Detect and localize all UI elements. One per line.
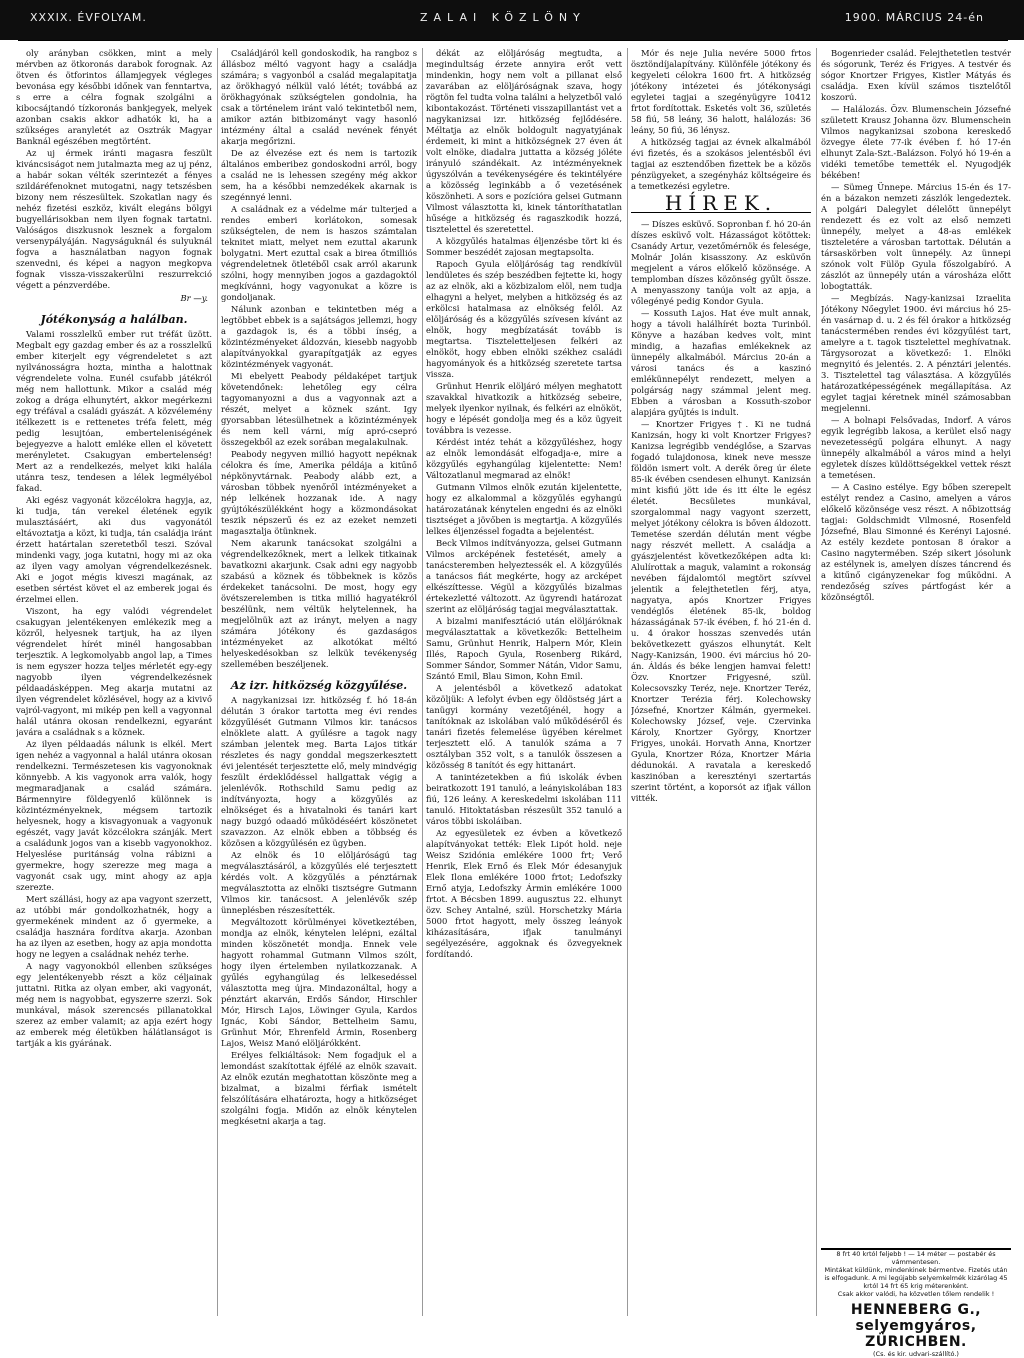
news-item: — Halálozás. Özv. Blumenschein Józsefné született Krausz Johanna özv. Blumenschein Vilmos nagykanizsai szobona kereskedő özvegye élete 77-ik évében f. hó 17-én elhunyt Zala-Szt.-Balázson. Folyó hó 19-én a vidéki temetőbe temették el. Nyugodjék békében! bbox=[821, 104, 1011, 180]
ad-supplier-note: (Cs. és kir. udvari-szállító.) bbox=[873, 1350, 959, 1358]
column-divider bbox=[816, 48, 817, 1316]
article-paragraph: Mert szállási, hogy az apa vagyont szerzett, az utóbbi már gondolkozhatnék, hogy a gyermekének mindent az ő gyermeke, a családja hasznára fordítva akarja. Azonban ha az ilyen az esetben, hogy az apja mondotta hogy ne legyen a családnak nehéz terhe. bbox=[16, 894, 212, 959]
news-item: Bogenrieder család. Felejthetetlen testvér és sógorunk, Teréz és Frigyes. A testvér és sógor Knortzer Frigyes, Kistler Mátyás és családja. Exen kívül számos tisztelőtől koszorú. bbox=[821, 48, 1011, 102]
article-paragraph: A közgyűlés hatalmas éljenzésbe tört ki és Sommer beszédét zajosan megtapsolta. bbox=[426, 236, 622, 257]
news-item: — Díszes esküvő. Sopronban f. hó 20-án díszes esküvő volt. Házasságot kötöttek: Csanády Artur, vezetőmérnök és felesége, Molnár Jolán kisasszony. Az esküvőn megjelent a város előkelő közönsége. A templomban díszes közönség gyűlt össze. A menyasszony tanúja volt az apja, a vőlegényé pedig Kondor Gyula. bbox=[631, 219, 811, 306]
column-4 bbox=[631, 48, 811, 1316]
article-paragraph: Mi ebelyett Peabody példaképet tartjuk követendőnek: lehetőleg egy célra tagyomanyozni a dus a vagyonnak azt a részét, melyet a köznek szánt. Igy gyorsabban létesülhetnek a közintézmények és nem kell várni, míg apró-csepró összegekből az ezek sorában megalakulnak. bbox=[221, 371, 417, 447]
article-heading: Az izr. hitközség közgyűlése. bbox=[230, 679, 408, 692]
section-heading-hirek: HÍREK. bbox=[631, 198, 811, 213]
article-paragraph: A bizalmi manifesztáció után elöljáróknak megválasztattak a következők: Bettelheim Samu, Grünhut Henrik, Halpern Mór, Klein Illés, Rapoch Gyula, Rosenberg Rikárd, Sommer Sándor, Sommer Nátán, Vidor Samu, Szántó Emil, Blau Simon, Kohn Emil. bbox=[426, 616, 622, 681]
article-paragraph: Grünhut Henrik elöljáró mélyen meghatott szavakkal hivatkozik a hitközség sebeire, melyek ilyenkor nyilnak, és felkéri az elnököt, hogy e lépését gondolja meg és a köz ügyeit továbbra is vezesse. bbox=[426, 381, 622, 435]
article-paragraph: Az uj érmek iránti magasra feszült kiváncsiságot nem jutalmazta meg az uj pénz, a habár sokan vélték szerintezét a fényes szildáréfenoknet mutogatni, nagy tetszésben bizony nem részesültek. Szokatlan nagy és nehéz fizetési eszköz, kivált elegáns bölgyi bugyellárisokban nem ilyen fognak tartatni. Valóságos diszkusnok lesznek a forgalom versenypályáján. Nagyságuknál és sulyuknál fogva a használatban nagyon fognak szenvedni, és képei a nagyon megkopva fognak vissza-visszakerülni reszurrekció végett a pénzverdébe. bbox=[16, 148, 212, 290]
article-paragraph: Valami rosszlelkű ember rut tréfát üzött. Megbalt egy gazdag ember és az a rosszlelkű ember kiterjelt egy végrendeletet s azt nyilvánosságra hozta, mintha a halottnak végrendelete volna. Eunél csufabb játékról még nem hallottunk. Mikor a család még zokog a drága elhunytért, akkor megérkezni egy tréfával a családi gyászát. A közvélemény itélkezett is e rettenetes tréfa felett, még pedig lesujtóan, emberteleniségének bejegyezve a halott emléke ellen el követett merényletet. Csakugyan embertelenség! Mert az a rendelkezés, melyet kiki halála utánra tesz, tendesen a lélek legmélyébol fakad. bbox=[16, 329, 212, 493]
article-paragraph: A nagy vagyonokból ellenben szükséges egy jelentékenyebb részt a köz céljainak juttatni. Ritka az olyan ember, aki vagyonát, még nem is nagyobbat, egyszerre szerzi. Sok munkával, mások szerencsés pillanatokkal szerez az ember valamit; az apja ezért hogy az emberek még életükben hálátlanságot is tartják a kis gyárának. bbox=[16, 961, 212, 1048]
article-paragraph: Peabody negyven millió hagyott nepéknak célokra és íme, Amerika példája a kitűnő népkönyvtárnak. Peabody alább ezt, a városban többek nyenőről intézményeket a nép lelkének hozzanak ide. A nagy gyújtókészülékként hogy a közmondásokat teszik népszerű és ez az ezeket nemzeti magasztalja ötünknek. bbox=[221, 449, 417, 536]
ad-brand-name: HENNEBERG G., selyemgyáros, ZÜRICHBEN. bbox=[850, 1302, 982, 1350]
article-paragraph: Nem akarunk tanácsokat szolgálni a végrendelkezőknek, mert a lelkek titkainak bavatkozni akarjunk. Csak adni egy nagyobb szabású a köznek és többeknek is közös érdekeket tanácsolni. De most, hogy egy övétszerelemben is titka millió hagyatékról beszélünk, nem véltük helytelennek, ha megjelölnük azt az irányt, melyen a nagy számára jótékony és gazdaságos intézményeket az alkotókat méltó helyeskedésokban sz lelkük tevékenység szellemében beszéljenek. bbox=[221, 538, 417, 669]
article-paragraph: Aki egész vagyonát közcélokra hagyja, az, ki tudja, tán verekel életének egyik mulasztásáért, aki dus vagyonától eltávoztatja a közt, ki tudja, tán családja iránt érzett határtalan szeretetből teszi. Szóval mindenki vagy, joga kutatni, hogy mi az oka az ilyen vagy amolyan végrendelkezésnek. Aki e jogot mégis kiveszi magának, az esetben sértést követ el az emberek jogai és érzelmei ellen. bbox=[16, 495, 212, 604]
ad-sample-line: Mintákat küldünk, mindenkinek bérmentve. Fizetés után is elfogadunk. A mi legújabb selyemkelmék kizárólag 45 krtól 14 frt 65 krig méterenként. bbox=[824, 1266, 1008, 1290]
article-paragraph: Beck Vilmos indítványozza, gelsei Gutmann Vilmos arcképének festetését, amely a tanácsteremben helyeztessék el. A közgyűlés a tanácsos fiát megkérte, hogy az arcképet elkészíttesse. Végül a közgyűlés bizalmas értekezletté változott. Az ügyrendi határozat szerint az elöljáróság tagjai megválasztattak. bbox=[426, 538, 622, 614]
article-paragraph: A nagykanizsai izr. hitközség f. hó 18-án délután 3 órakor tartotta meg évi rendes közgyűlését Gutmann Vilmos kir. tanácsos elnöklete alatt. A gyűlésre a tagok nagy számban jelentek meg. Barta Lajos titkár részletes és nagy gonddal megszerkesztett évi jelentését terjesztette elő, mely mindvégig feszült érdeklődéssel hallgattak végig a jelenlévők. Rothschild Samu pedig az indítványozta, hogy a közgyűlés az elnökséget és a hivatalnoki és tanári kart nagy buzgó odaadó működéséért köszönetet szavazzon. Az elnök ebben a többség és közösen a közgyűlésén ez ügyben. bbox=[221, 695, 417, 848]
article-paragraph: A családnak ez a védelme már tulterjed a rendes emberi korlátokon, somesak szükségtelen, de nem is haszos számtalan teknitet miatt, melyet nem ezuttal akarunk bolygatni. Mert ezuttal csak a birea őtmilliós végrendeletnek ötletéből csak arról akarunk szólni, hogy mennyiben jogos a gazdagoktól megkívánni, hogy vagyonukat a közre is gondoljanak. bbox=[221, 204, 417, 302]
column-divider bbox=[422, 48, 423, 1316]
news-item: — Megbízás. Nagy-kanizsai Izraelita Jótékony Nőegylet 1900. évi március hó 25-én vasárnap d. u. 2 és fél órakor a hitközség tanácstermében rendes évi közgyűlést tart, amelyre a t. tagok tisztelettel meghívatnak. Tárgysorozat a következő: 1. Elnöki megnyitó és jelentés. 2. A pénztári jelentés. 3. Tisztelettel tag választása. A közgyűlés határozatképességének megállapítása. Az egylet tagjai kéretnek minél számosabban megjelenni. bbox=[821, 293, 1011, 413]
article-paragraph: De az élvezése ezt és nem is tartozik általános emberibez gondoskodni arról, bogy a család ne is lehessen szegény még akkor sem, ha a későbbi nemzedékek akarnak is szegénnyé lenni. bbox=[221, 148, 417, 202]
column-divider bbox=[217, 48, 218, 1316]
article-paragraph: Nálunk azonban e tekintetben még a legtöbbet ebbek is a sajátságos jellemzi, hogy a gazdagok is, és a többi ínség, a közintézményeket áldozván, kiesebb nagyobb alapítványokkal gyarapítgatják az egyes közintézmények vagyonát. bbox=[221, 304, 417, 369]
ad-price-line: 8 frt 40 krtól feljebb ! — 14 méter — postabér és vámmentesen. bbox=[836, 1250, 996, 1266]
article-heading: Jótékonyság a halálban. bbox=[40, 313, 188, 326]
column-2 bbox=[221, 48, 417, 1316]
advertisement-box bbox=[821, 1248, 1011, 1358]
article-paragraph: Viszont, ha egy valódi végrendelet csakugyan jelentékenyen emlékezik meg a közről, helyesnek tartjuk, ha az ilyen végrendelet hírét minél hangosabban terjesztik. A legkomolyabb angol lap, a Times is nem egyszer hozza teljes mérletét egy-egy nagyobb ilyen végrendelkezésnek példaadásképpen. Meg akarja mutatni az ilyen végrendelet közlésével, hogy az a kivivő vajról-vagyont, mi mikép pen kell a vagyonnal halál utánra okosan rendelkezni, egyaránt javára a családnak s a köznek. bbox=[16, 606, 212, 737]
article-paragraph: A tanintézetekben a fiú iskolák évben beiratkozott 191 tanuló, a leányiskolában 183 fiú, 126 leány. A kereskedelmi iskolában 111 tanuló. Hitoktatásban részesült 352 tanuló a város többi iskoláiban. bbox=[426, 772, 622, 826]
article-paragraph: Az egyesületek ez évben a következő alapítványokat tették: Elek Lipót hold. neje Weisz Szidónia emlékére 1000 frt; Verő Henrik, Elek Ernő és Elek Mór édesanyjuk Elek Ilona emlékére 1000 frtot; Ledofszky Ernő atyja, Ledofszky Ármin emlékére 1000 frtot. A Bécsben 1899. augusztus 22. elhunyt özv. Schey Antalné, szül. Horschetzky Mária 5000 frtot hagyott, mely összeg leányok kiházasítására, ifjak tanulmányi segélyezésére, aggoknak és özvegyeknek fordítandó. bbox=[426, 828, 622, 959]
header-rule bbox=[18, 40, 1008, 41]
article-paragraph: Rapoch Gyula elöljáróság tag rendkívül lendületes és szép beszédben fejtette ki, hogy az az elnök, aki a közbizalom elöl, nem tudja elhagyni a helyet, melyben a hitközség és az erkölcsi hatalmasa az elnökség felől. Az elöljáróság és a közgyűlés szívesen kívánt az elnök, hogy megbízatását tovább is megtartsa. Tiszteletteljesen felkéri az elnököt, hogy ebben elnöki székhez családi hagyományok és a hitközség szeretete tartsa vissza. bbox=[426, 259, 622, 379]
news-item: — Kossuth Lajos. Hat éve mult annak, hogy a távoli halálhírét bozta Turinból. Könyve a hazában kedves volt, mint mindig, a hazafias emlékeknek az ünnepély alkalmából. Március 20-án a városi tanács és a kaszinó emlékünnepélyt rendezett, melyen a polgárság nagy számmal jelent meg. Ebben a városban a Kossuth-szobor alapjára gyűjtés is indult. bbox=[631, 308, 811, 417]
volume-label: XXXIX. ÉVFOLYAM. bbox=[30, 11, 147, 24]
news-item: — Knortzer Frigyes †. Ki ne tudná Kanizsán, hogy ki volt Knortzer Frigyes? Kanizsa legrégibb vendéglőse, a Szarvas fogadó tulajdonosa, kinek neve messze földön ismert volt. A derék öreg úr élete 85-ik évében csendesen elhunyt. Kanizsán mint kisfiú jött ide és itt élte le egész életét. Becsületes munkával, szorgalommal nagy vagyont szerzett, melyet jótékony célokra is bőven áldozott. Temetése szerdán délután ment végbe nagy részvét mellett. A családja a gyászjelentést következőképen adta ki: Alulírottak a maguk, valamint a rokonság nevében fájdalomtól megtört szívvel jelentik a felejthetetlen férj, atya, nagyatya, após Knortzer Frigyes vendéglős életének 85-ik, boldog házasságának 57-ik évében, f. hó 21-én d. u. 4 órakor hosszas szenvedés után bekövetkezett gyászos elhunytát. Kelt Nagy-Kanizsán, 1900. évi március hó 20-án. Áldás és béke lengjen hamvai felett! Özv. Knortzer Frigyesné, szül. Kolecsovszky Teréz, neje. Knortzer Teréz, Knortzer Terézia férj. Kolechowsky Józsefné, Knortzer Kálmán, gyermekei. Kolechowsky József, veje. Czervinka Károly, Knortzer György, Knortzer Frigyes, unokái. Horvath Anna, Knortzer Gyula, Knortzer Róza, Knortzer Mária dédunokái. A ravatala a kereskedő kaszinóban a keresztényi szertartás szerint történt, a koporsót az ifjak vállon vitték. bbox=[631, 419, 811, 803]
column-5 bbox=[821, 48, 1011, 1244]
masthead bbox=[0, 0, 1024, 40]
column-divider bbox=[627, 48, 628, 1316]
issue-date: 1900. MÁRCIUS 24-én bbox=[844, 11, 984, 24]
article-paragraph: Kérdést intéz tehát a közgyűléshez, hogy az elnök lemondását elfogadja-e, mire a közgyűlés egyhangúlag kijelentette: Nem! Változatlanul megmarad az elnök! bbox=[426, 437, 622, 480]
article-paragraph: Az ilyen példaadás nálunk is elkél. Mert igen nehéz a vagyonnal a halál utánra okosan rendelkezni. Természetesen kis vagyonoknak könnyebb. A kis vagyonok arra valók, hogy megmaradjanak a család számára. Bármennyire földegyenlő különnek is közintézményeknek, mégsem tartozik helyesnek, hogy a kisvagyonuak a vagyonuk egészét, vagy javát közcélokra szánják. Mert a családunk jogos van a kisebb vagyonokhoz. Helyeslése puritánság volna rábizni a gyermekre, hogy szerezze meg maga a vagyonát csak ugy, mint ahogy az apja szerezte. bbox=[16, 739, 212, 892]
article-paragraph: Megváltozott körülményei következtében, mondja az elnök, kénytelen lelépni, ezáltal minden köszönetét mondja. Ennek vele hagyott rohammal Gutmann Vilmos szólt, hogy ilyen értelemben nyilatkozzanak. A gyűlés egyhangúlag és lelkesedéssel választotta meg újra. Mindazonáltal, hogy a pénztárt akarván, Erdős Sándor, Hirschler Mór, Hirsch Lajos, Löwinger Gyula, Kardos Ignác, Kobi Sándor, Bettelheim Samu, Grünhut Mór, Ehrenfeld Ármin, Rosenberg Lajos, Weisz Manó elöljárókként. bbox=[221, 917, 417, 1048]
news-item: — Sümeg Ünnepe. Március 15-én és 17-én a bázakon nemzeti zászlók lengedeztek. A polgári Dalegylet délelőtt ünnepélyt rendezett és ez volt az első nemzeti ünnepély, melyet a 48-as emlékek tiszteletére a városban tartottak. Délután a társaskörben volt ünnepély. Az ünnepi szónok volt Fülöp Gyula főszolgabíró. A zászlót az ünnepély után a városháza előtt lobogtatták. bbox=[821, 182, 1011, 291]
article-paragraph: A jelentésből a következő adatokat közöljük: A lefolyt évben egy öldöstség járt a tanügyi kormány vezetőjénél, hogy a tanítóknak az iskolában való működéséről és tanári fizetés felemelése ügyében kérelmet terjesztett elő. A tanulók száma a 7 osztályban 352 volt, s a tanulók összesen a közösség 8 tanítót és egy hittanárt. bbox=[426, 683, 622, 770]
article-paragraph: Gutmann Vilmos elnök ezután kijelentette, hogy ez alkalommal a közgyűlés egyhangú határozatának kénytelen engedni és az elnöki tisztséget a jövőben is megtartja. A közgyűlés lelkes éljenzéssel fogadta a bejelentést. bbox=[426, 482, 622, 536]
article-signature: Br —y. bbox=[180, 293, 208, 303]
article-paragraph: Erélyes felkiáltások: Nem fogadjuk el a lemondást szakítottak éjfélé az elnök szavait. Az elnök ezután meghatottan köszönte meg a bizalmat, a bizalmi férfiak ismételt felszólítására elhatározta, hogy a hitközséget szolgálni fogja. Midőn az elnök kénytelen megkésetni akarja a tag. bbox=[221, 1050, 417, 1126]
article-paragraph: oly arányban csökken, mint a mely mérvben az ötkoronás darabok forognak. Az ötven és ötforintos államjegyek végleges bevonása egy későbbi időnek van fenntartva, s erre a célra fognak szolgálni a kibocsájtandó tízkoronás bankjegyek, melyek azonban csakis akkor adhatók ki, ha a szükséges aranyletét az Osztrák Magyar Banknál egészében megtörtént. bbox=[16, 48, 212, 146]
news-item: — A bolnapi Felsővadas, Indorf. A város egyik legrégibb lakosa, a kerület első nagy nevezetességű polgára elhunyt. A nagy ünnepély alkalmából a város mind a helyi egyletek díszes küldöttségekkel vettek részt a temetésen. bbox=[821, 415, 1011, 480]
article-paragraph: dékát az elöljáróság megtudta, a megindultság érzete annyira erőt vett mindenkin, hogy nem volt a pillanat első zavarában az elöljáróságnak szava, hogy rögtön fel tudta volna találni a helyzetből való kibontakozást. Történeti visszapillantást vet a nagykanizsai izr. hitközség fejlődésére. Méltatja az elnök boldogult nagyatyjának érdemeit, ki mint a hitközségnek 27 éven át volt elnöke, diadalra juttatta a község jóléte irányuló szándékait. Az intézményeknek úgyszólván a tevékenységére és tekintélyére a közösség leginkább a ő vezetésének köszönheti. A sors e pozícióra gelsei Gutmann Vilmost választotta ki, kinek tántoríthatatlan hűsége a hitközség és ragaszkodik hozzá, tisztelettel és szeretettel. bbox=[426, 48, 622, 234]
article-paragraph: Családjáról kell gondoskodik, ha rangboz s állásboz méltó vagyont hagy a családja számára; s vagyonból a család megalapitatja az örökhagyó nélkül való létét; továbbá az örökhagyónak szükségtelen gondolnia, ha csak a történelem iránt való tekintetből nem, amikor aztán bitbizományt vagy hasonló intézmény által a család nevének fényét akarja megőrizni. bbox=[221, 48, 417, 146]
article-paragraph: Az elnök és 10 elöljáróságú tag megválasztásáról, a közgyűlés elé terjesztett kérdés volt. A közgyűlés a pénztárnak megválasztotta az elnöki tisztségre Gutmann Vilmos kir. tanácsost. A jelenlévők szép ünneplésben részesítették. bbox=[221, 850, 417, 915]
article-paragraph: Mór és neje Julia nevére 5000 frtos ösztöndíjalapítvány. Különféle jótékony és kegyeleti célokra 1600 frt. A hitközség jótékony intézetei és jótékonysági egyletei tagjai a szegényügyre 10412 frtot fordítottak. Esketés volt 36, születés 58 fiú, 58 leány, 36 halott, halálozás: 36 leány, 50 fiú, 36 lénysz. bbox=[631, 48, 811, 135]
column-3 bbox=[426, 48, 622, 1316]
paper-title: ZALAI KÖZLÖNY bbox=[420, 11, 586, 24]
ad-authentic-line: Csak akkor valódi, ha közvetlen tőlem rendelik ! bbox=[837, 1290, 995, 1298]
news-item: — A Casino estélye. Egy bőben szerepelt estélyt rendez a Casino, amelyen a város előkelő közönsége vesz részt. A nőbizottság tagjai: Goldschmidt Vilmosné, Rosenfeld Józsefné, Blau Simonné és Kerényi Lajosné. Az estély kezdete pontosan 8 órakor a Casino nagytermében. Szép sikert jósolunk az estélynek is, amelyen díszes táncrend és a kitűnő cigányzenekar fog működni. A rendezőség szíves pártfogást kér a közönségtől. bbox=[821, 482, 1011, 602]
column-1 bbox=[16, 48, 212, 1316]
article-paragraph: A hitközség tagjai az évnek alkalmából évi fizetés, és a szokásos jelentésből évi tagjai az esztendőben fizettek be a közös pénzügyeket, a szegényház költségeire és a temetkezési egyletre. bbox=[631, 137, 811, 191]
